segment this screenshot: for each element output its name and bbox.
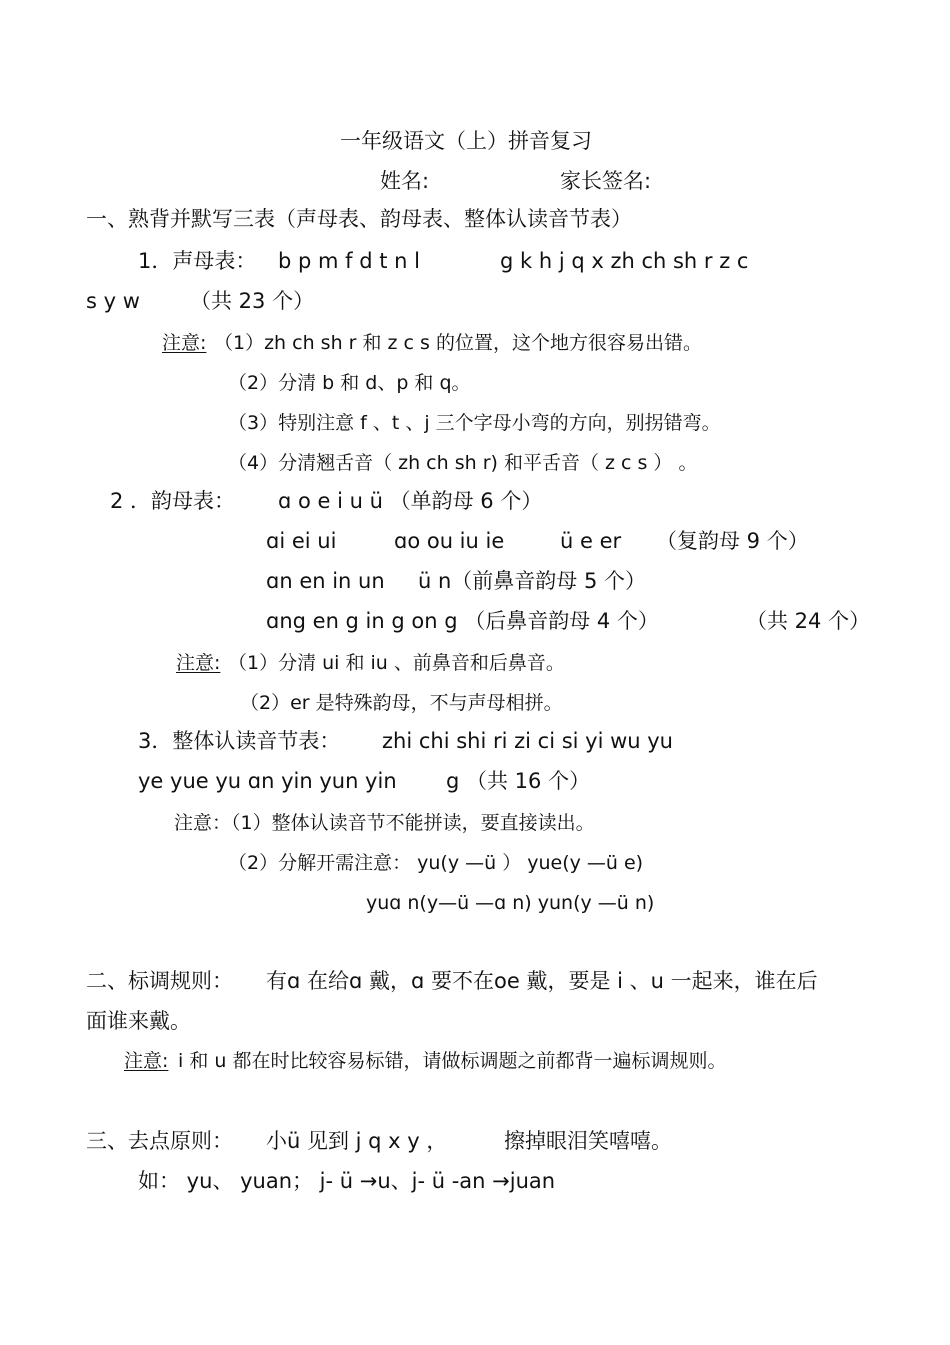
yunmu-3a: ɑn en in un bbox=[266, 569, 385, 593]
shengmu-b: g k h j q x zh ch sh r z c bbox=[500, 249, 749, 273]
shengmu-count: （共 23 个） bbox=[190, 289, 315, 313]
section-2-note: i 和 u 都在时比较容易标错，请做标调题之前都背一遍标调规则。 bbox=[178, 1050, 727, 1072]
page-title: 一年级语文（上）拼音复习 bbox=[340, 129, 592, 153]
tone-rule-2: 面谁来戴。 bbox=[86, 1009, 191, 1033]
zhengti-b: ye yue yu ɑn yin yun yin bbox=[138, 769, 397, 793]
parent-sign-label: 家长签名: bbox=[560, 169, 652, 193]
zhengti-label: 3．整体认读音节表： bbox=[138, 729, 341, 753]
yunmu-4b: （共 24 个） bbox=[746, 609, 871, 633]
section-2-heading: 二、标调规则： bbox=[86, 969, 233, 993]
shengmu-label: 1．声母表： bbox=[138, 249, 257, 273]
note-6: （2）er 是特殊韵母，不与声母相拼。 bbox=[240, 692, 563, 714]
tone-rule: 有ɑ 在给ɑ 戴，ɑ 要不在oe 戴，要是 i 、u 一起来，谁在后 bbox=[266, 969, 818, 993]
dot-example: 如： yu、 yuan； j- ü →u、j- ü -an →juan bbox=[138, 1169, 556, 1193]
dot-rule-b: 擦掉眼泪笑嘻嘻。 bbox=[504, 1129, 672, 1153]
shengmu-c: s y w bbox=[86, 289, 140, 313]
yunmu-4a: ɑng en g in g on g （后鼻音韵母 4 个） bbox=[266, 609, 659, 633]
note-3: （3）特别注意 f 、t 、j 三个字母小弯的方向，别拐错弯。 bbox=[228, 412, 721, 434]
note-8: （2）分解开需注意： yu(y —ü ） yue(y —ü e) bbox=[228, 852, 644, 874]
note-9: yuɑ n(y—ü —ɑ n) yun(y —ü n) bbox=[366, 892, 655, 914]
yunmu-3b: ü n（前鼻音韵母 5 个） bbox=[418, 569, 647, 593]
section-2-notice-label: 注意: bbox=[124, 1050, 169, 1072]
notice2-label: 注意: bbox=[176, 652, 221, 674]
note-7: 注意：（1）整体认读音节不能拼读，要直接读出。 bbox=[174, 812, 595, 834]
yunmu-2b: ɑo ou iu ie bbox=[394, 529, 505, 553]
yunmu-label: 2 ．韵母表： bbox=[110, 489, 236, 513]
notice-label: 注意: bbox=[162, 332, 207, 354]
yunmu-2c: ü e er bbox=[560, 529, 622, 553]
name-label: 姓名: bbox=[380, 169, 430, 193]
shengmu-a: b p m f d t n l bbox=[278, 249, 420, 273]
section-3-heading: 三、去点原则： bbox=[86, 1129, 233, 1153]
note-5: （1）分清 ui 和 iu 、前鼻音和后鼻音。 bbox=[228, 652, 565, 674]
yunmu-1: ɑ o e i u ü （单韵母 6 个） bbox=[278, 489, 543, 513]
yunmu-2d: （复韵母 9 个） bbox=[656, 529, 809, 553]
note-2: （2）分清 b 和 d、p 和 q。 bbox=[228, 372, 471, 394]
note-1: （1）zh ch sh r 和 z c s 的位置，这个地方很容易出错。 bbox=[214, 332, 702, 354]
dot-rule-a: 小ü 见到 j q x y ， bbox=[266, 1129, 448, 1153]
yunmu-2a: ɑi ei ui bbox=[266, 529, 337, 553]
zhengti-a: zhi chi shi ri zi ci si yi wu yu bbox=[382, 729, 673, 753]
zhengti-c: g （共 16 个） bbox=[446, 769, 591, 793]
note-4: （4）分清翘舌音（ zh ch sh r) 和平舌音（ z c s ） 。 bbox=[228, 452, 698, 474]
section-1-heading: 一、熟背并默写三表（声母表、韵母表、整体认读音节表） bbox=[86, 207, 632, 231]
